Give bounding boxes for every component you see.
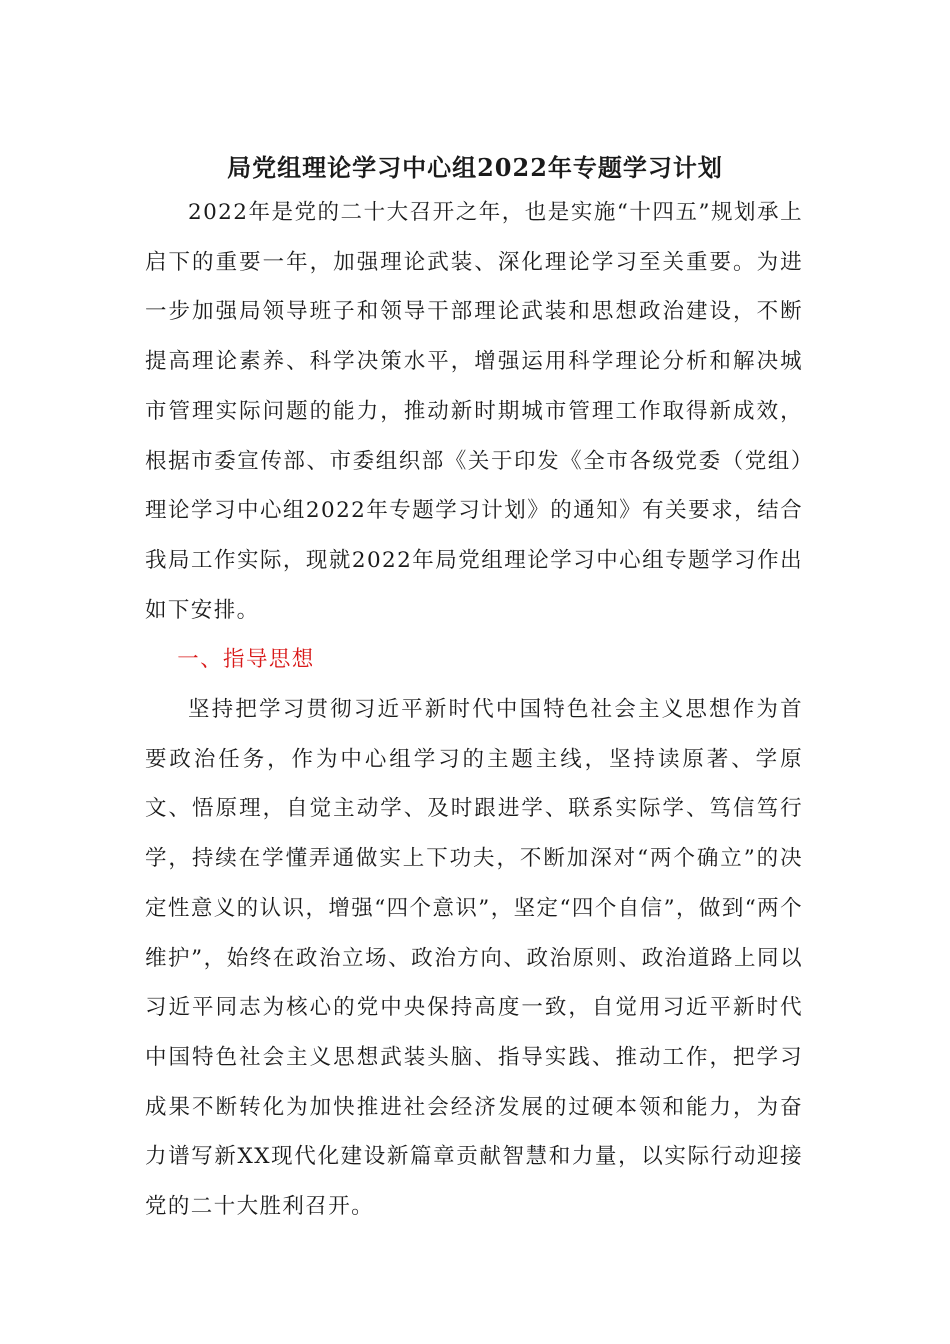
intro-paragraph: 2022年是党的二十大召开之年，也是实施“十四五”规划承上启下的重要一年，加强理论武装、深化理论学习至关重要。为进一步加强局领导班子和领导干部理论武装和思想政治建设，不断提高理论素养、科学决策水平，增强运用科学理论分析和解决城市管理实际问题的能力，推动新时期城市管理工作取得新成效，根据市委宣传部、市委组织部《关于印发《全市各级党委（党组）理论学习中心组2022年专题学习计划》的通知》有关要求，结合我局工作实际，现就2022年局党组理论学习中心组专题学习作出如下安排。 xyxy=(145,200,803,623)
document-body xyxy=(145,188,803,1232)
page-title: 局党组理论学习中心组2022年专题学习计划 xyxy=(227,153,723,182)
section-paragraph-guiding-thought: 坚持把学习贯彻习近平新时代中国特色社会主义思想作为首要政治任务，作为中心组学习的主题主线，坚持读原著、学原文、悟原理，自觉主动学、及时跟进学、联系实际学、笃信笃行学，持续在学懂弄通做实上下功夫，不断加深对“两个确立”的决定性意义的认识，增强“四个意识”，坚定“四个自信”，做到“两个维护”，始终在政治立场、政治方向、政治原则、政治道路上同以习近平同志为核心的党中央保持高度一致，自觉用习近平新时代中国特色社会主义思想武装头脑、指导实践、推动工作，把学习成果不断转化为加快推进社会经济发展的过硬本领和能力，为奋力谱写新XX现代化建设新篇章贡献智慧和力量，以实际行动迎接党的二十大胜利召开。 xyxy=(145,697,803,1220)
section-heading-guiding-thought: 一、指导思想 xyxy=(177,647,315,673)
